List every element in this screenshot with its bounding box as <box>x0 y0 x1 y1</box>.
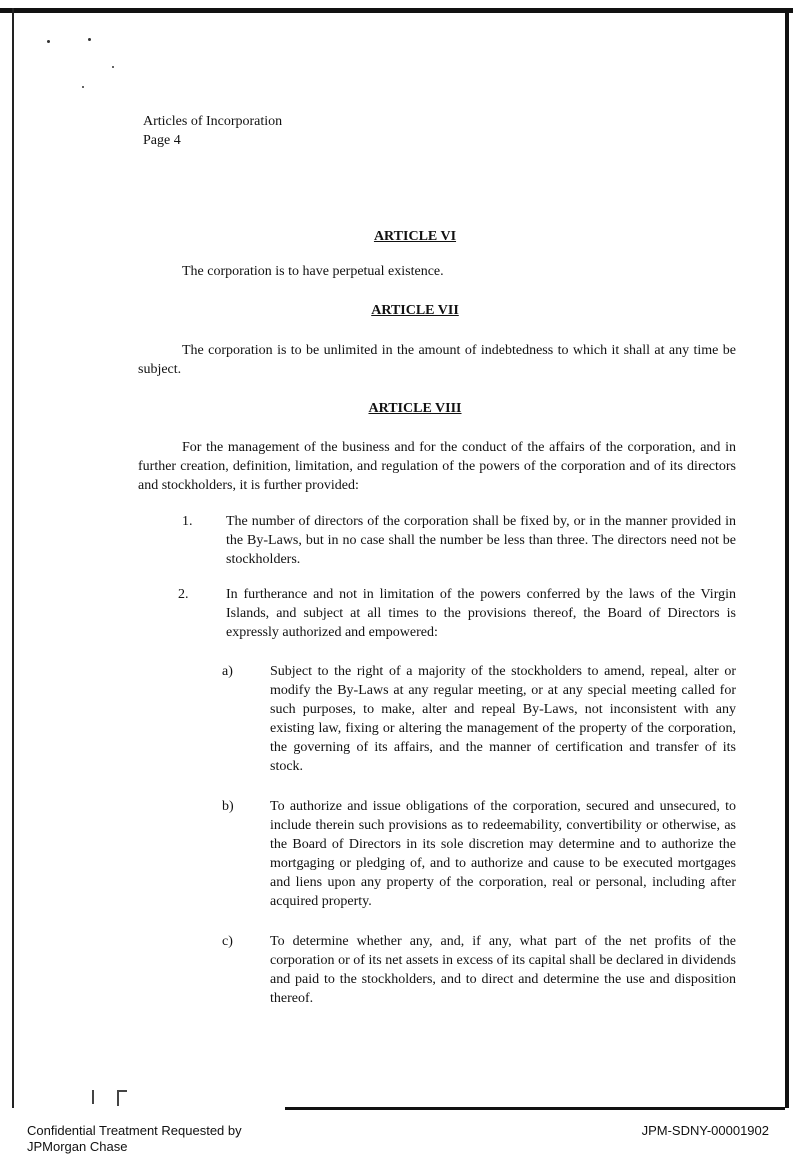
scan-speck <box>47 40 50 43</box>
document-title: Articles of Incorporation <box>143 114 283 129</box>
scan-mark <box>117 1090 119 1106</box>
subitem-text: To authorize and issue obligations of the corporation, secured and unsecured, to include therein such provisions as to redeemability, convertibility or otherwise, as the Board of Directors in its sole discretion may determine and to authorize the mortgaging or pledging of, and to authorize and cause to be executed mortgages and liens upon any property of the corporation, real or personal, including after acquired property. <box>270 799 736 909</box>
subitem-text: Subject to the right of a majority of the stockholders to amend, repeal, alter or modify the By-Laws at any regular meeting, or at any special meeting called for such purposes, to make, alter and repeal By-Laws, not inconsistent with any existing law, fixing or altering the management of the property of the corporation, the governing of its affairs, and the manner of certification and transfer of its stock. <box>270 664 736 774</box>
article-vii-heading: ARTICLE VII <box>371 303 459 318</box>
item-text: In furtherance and not in limitation of the powers conferred by the laws of the Virgin Islands, and subject at all times to the provisions thereof, the Board of Directors is expressly authorized and empowered: <box>226 587 736 640</box>
scan-border-right <box>785 8 789 1108</box>
bates-number: JPM-SDNY-00001902 <box>641 1123 769 1138</box>
subitem-letter: c) <box>222 934 233 949</box>
item-number: 1. <box>182 514 193 529</box>
scan-speck <box>112 66 114 68</box>
article-vii-text: The corporation is to be unlimited in the amount of indebtedness to which it shall at any time be subject. <box>138 343 736 377</box>
scan-speck <box>82 86 84 88</box>
subitem-letter: b) <box>222 799 234 814</box>
item-number: 2. <box>178 587 189 602</box>
item-text: The number of directors of the corporation shall be fixed by, or in the manner provided in the By-Laws, but in no case shall the number be less than three. The directors need not be stockholders. <box>226 514 736 567</box>
article-viii-heading: ARTICLE VIII <box>368 401 462 416</box>
document-header <box>143 112 282 150</box>
scan-mark <box>92 1090 94 1104</box>
confidential-notice: Confidential Treatment Requested by JPMorgan Chase <box>27 1123 242 1154</box>
scan-mark <box>117 1090 127 1092</box>
subitem-letter: a) <box>222 664 233 679</box>
scan-border-bottom <box>285 1107 785 1110</box>
article-vi-text: The corporation is to have perpetual existence. <box>182 264 444 279</box>
page-label: Page 4 <box>143 133 181 148</box>
article-vi-heading: ARTICLE VI <box>373 229 457 244</box>
article-viii-intro: For the management of the business and for the conduct of the affairs of the corporation, and in further creation, definition, limitation, and regulation of the powers of the corporation and of its directors and stockholders, it is further provided: <box>138 440 736 493</box>
scan-border-left <box>12 8 14 1108</box>
scan-border-top <box>0 8 793 13</box>
subitem-text: To determine whether any, and, if any, what part of the net profits of the corporation or of its net assets in excess of its capital shall be declared in dividends and paid to the stockholders, and to direct and determine the use and disposition thereof. <box>270 934 736 1006</box>
scan-speck <box>88 38 91 41</box>
